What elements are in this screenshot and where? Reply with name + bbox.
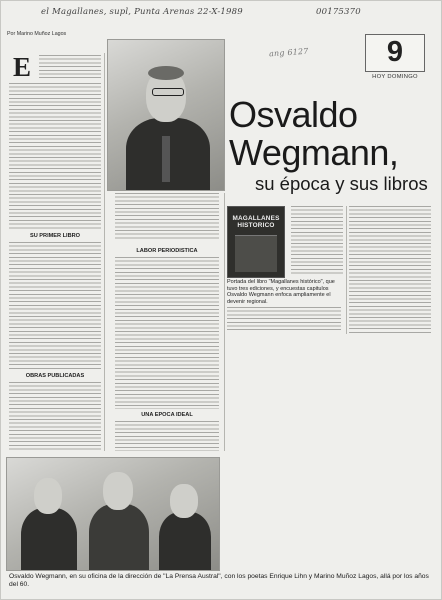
book-cover-title-line1: MAGALLANES	[232, 215, 280, 222]
page-number: 9	[386, 36, 404, 68]
col2-text-lines	[115, 193, 219, 239]
column-rule-2	[224, 193, 225, 451]
col4-text-lines	[349, 206, 431, 334]
col2-text-lines-2	[115, 257, 219, 409]
col1-text-lines-3	[9, 382, 101, 450]
handwritten-source-note: el Magallanes, supl, Punta Arenas 22-X-1989	[41, 7, 243, 17]
byline: Por Marino Muñoz Lagos	[7, 31, 67, 37]
col3-text-lines	[227, 307, 341, 333]
book-cover-title-line2: HISTORICO	[237, 222, 275, 229]
portrait-photo	[107, 39, 225, 191]
book-caption: Portada del libro "Magallanes histórico", que tuvo tres ediciones, y encuestas capitulos Osvaldo Wegmann enfoca ampliamente el devenir regional.	[227, 279, 335, 305]
col1-text-lines-2	[9, 242, 101, 370]
photo-caption: Osvaldo Wegmann, en su oficina de la dirección de "La Prensa Austral", con los poetas Enrique Lihn y Marino Muñoz Lagos, allá por los años del 60.	[9, 573, 429, 588]
subhead-epoca-ideal: UNA EPOCA IDEAL	[141, 412, 193, 418]
drop-cap: E	[13, 52, 32, 82]
column-rule-3	[346, 206, 347, 334]
headline-name: Osvaldo	[229, 94, 358, 135]
book-cover-image	[227, 206, 285, 278]
headline-subtitle: su época y sus libros	[255, 173, 428, 194]
col2-text-lines-3	[115, 421, 219, 451]
subhead-obras-publicadas: OBRAS PUBLICADAS	[25, 373, 85, 379]
handwritten-margin-note: ang 6127	[268, 46, 309, 59]
group-photo	[6, 457, 220, 571]
subhead-labor-periodistica: LABOR PERIODISTICA	[136, 248, 198, 254]
col3-text-lines-top	[291, 206, 343, 276]
page-number-box	[365, 34, 425, 72]
col1-text-lines	[9, 83, 101, 231]
intro-text-lines	[39, 55, 101, 81]
column-rule	[104, 53, 105, 451]
handwritten-document-number: 00175370	[316, 7, 361, 17]
headline-surname: Wegmann,	[229, 132, 399, 173]
section-label: HOY DOMINGO	[372, 74, 418, 80]
subhead-primer-libro: SU PRIMER LIBRO	[29, 233, 81, 239]
